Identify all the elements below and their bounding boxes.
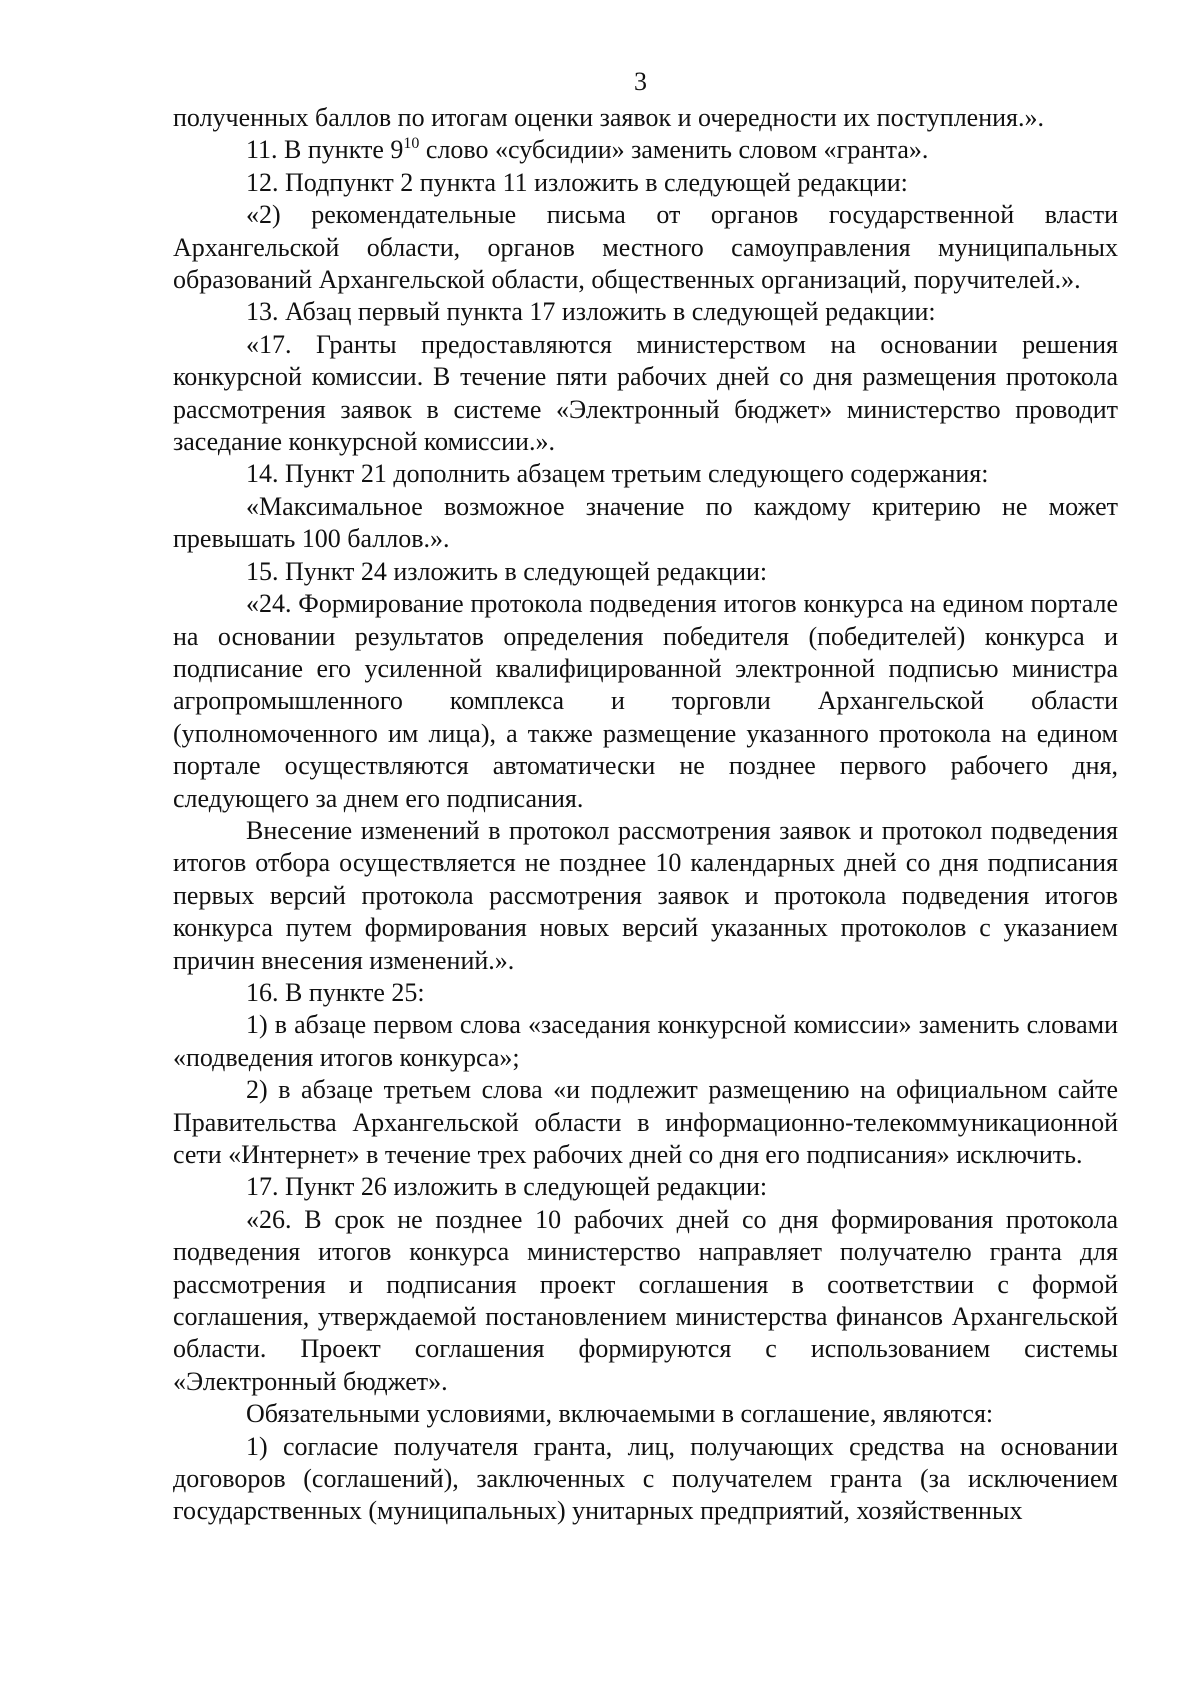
paragraph: «24. Формирование протокола подведения итогов конкурса на едином портале на основании результатов определения победителя (победителей) конкурса и подписание его усиленной квалифицированной электронной подписью министра агропромышленного комплекса и торговли Архангельской области (уполномоченного им лица), а также размещение указанного протокола на едином портале осуществляются автоматически не позднее первого рабочего дня, следующего за днем его подписания. <box>173 589 1118 813</box>
paragraph: «17. Гранты предоставляются министерством на основании решения конкурсной комиссии. В течение пяти рабочих дней со дня размещения протокола рассмотрения заявок в системе «Электронный бюджет» министерство проводит заседание конкурсной комиссии.». <box>173 329 1118 457</box>
paragraph: Обязательными условиями, включаемыми в соглашение, являются: <box>246 1399 994 1429</box>
page-number: 3 <box>634 67 647 96</box>
paragraph: «2) рекомендательные письма от органов государственной власти Архангельской области, органов местного самоуправления муниципальных образований Архангельской области, общественных организаций, поручителей.». <box>173 200 1118 295</box>
paragraph: «26. В срок не позднее 10 рабочих дней со дня формирования протокола подведения итогов конкурса министерство направляет получателю гранта для рассмотрения и подписания проект соглашения в соответствии с формой соглашения, утверждаемой постановлением министерства финансов Архангельской области. Проект соглашения формируются с использованием системы «Электронный бюджет». <box>173 1204 1118 1396</box>
document-page <box>173 62 1118 1528</box>
paragraph: 1) согласие получателя гранта, лиц, получающих средства на основании договоров (соглашений), заключенных с получателем гранта (за исключением государственных (муниципальных) унитарных предприятий, хозяйственных <box>173 1431 1118 1526</box>
paragraph-text: 11. В пункте 9 <box>246 135 404 165</box>
paragraph <box>173 134 1118 166</box>
paragraph: «Максимальное возможное значение по каждому критерию не может превышать 100 баллов.». <box>173 491 1118 554</box>
paragraph: полученных баллов по итогам оценки заявок и очередности их поступления.». <box>173 103 1045 132</box>
paragraph: 1) в абзаце первом слова «заседания конкурсной комиссии» заменить словами «подведения итогов конкурса»; <box>173 1010 1118 1072</box>
paragraph: 15. Пункт 24 изложить в следующей редакции: <box>246 556 768 586</box>
paragraph: 2) в абзаце третьем слова «и подлежит размещению на официальном сайте Правительства Архангельской области в информационно-телекоммуникационной сети «Интернет» в течение трех рабочих дней со дня его подписания» исключить. <box>173 1075 1118 1169</box>
paragraph: 16. В пункте 25: <box>246 977 425 1007</box>
document-body <box>173 102 1118 1528</box>
paragraph: 12. Подпункт 2 пункта 11 изложить в следующей редакции: <box>246 167 908 197</box>
paragraph: 17. Пункт 26 изложить в следующей редакции: <box>246 1172 768 1202</box>
paragraph-text: слово «субсидии» заменить словом «гранта». <box>419 135 929 165</box>
paragraph: Внесение изменений в протокол рассмотрения заявок и протокол подведения итогов отбора осуществляется не позднее 10 календарных дней со дня подписания первых версий протокола рассмотрения заявок и протокола подведения итогов конкурса путем формирования новых версий указанных протоколов с указанием причин внесения изменений.». <box>173 815 1118 975</box>
paragraph: 14. Пункт 21 дополнить абзацем третьим следующего содержания: <box>246 459 989 489</box>
superscript: 10 <box>403 135 420 153</box>
paragraph: 13. Абзац первый пункта 17 изложить в следующей редакции: <box>246 297 936 327</box>
